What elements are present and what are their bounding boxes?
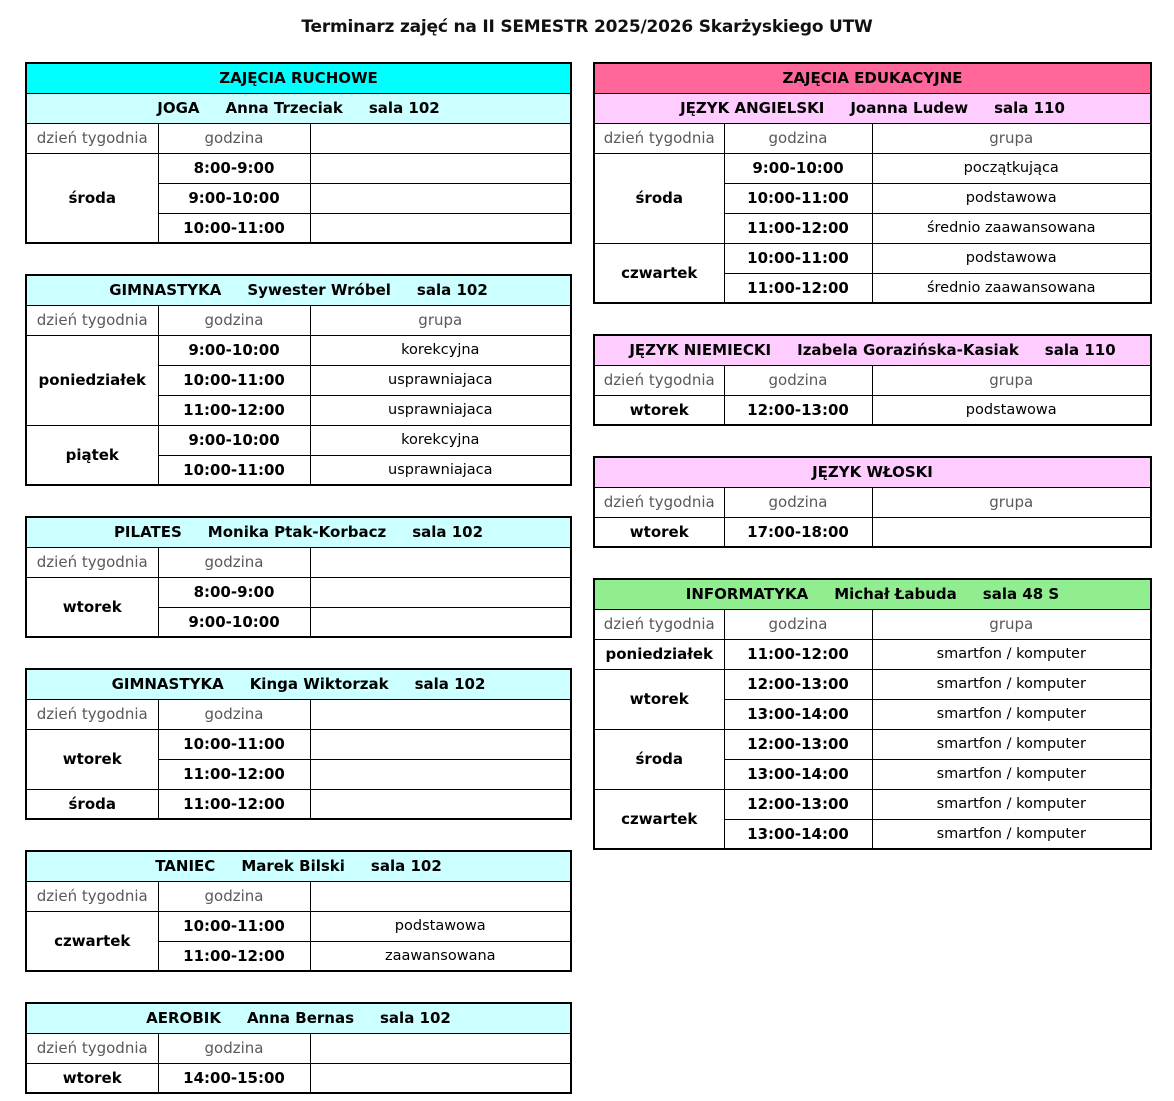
time-cell: 17:00-18:00 [724, 517, 872, 547]
time-cell: 10:00-11:00 [724, 243, 872, 273]
group-cell [310, 607, 571, 637]
time-cell: 14:00-15:00 [158, 1063, 310, 1093]
time-cell: 9:00-10:00 [158, 183, 310, 213]
activity-name: JĘZYK ANGIELSKI [680, 99, 825, 117]
schedule-table-taniec-4 [25, 850, 572, 972]
group-cell: podstawowa [872, 183, 1151, 213]
table-title [594, 457, 1151, 487]
day-cell: wtorek [594, 669, 724, 729]
teacher-name: Anna Bernas [246, 1009, 354, 1028]
group-cell: smartfon / komputer [872, 699, 1151, 729]
room-label: sala 102 [412, 523, 484, 542]
table-title [26, 851, 571, 881]
time-cell: 13:00-14:00 [724, 819, 872, 849]
column-header-day: dzień tygodnia [594, 487, 724, 517]
group-cell [310, 183, 571, 213]
group-cell: smartfon / komputer [872, 759, 1151, 789]
column-zajecia-ruchowe [25, 62, 570, 1101]
column-header-group: grupa [872, 365, 1151, 395]
group-cell: zaawansowana [310, 941, 571, 971]
column-header-day: dzień tygodnia [26, 547, 158, 577]
day-cell: wtorek [594, 517, 724, 547]
column-header-day: dzień tygodnia [594, 365, 724, 395]
schedule-table-gimnastyka-3 [25, 668, 572, 820]
group-cell: smartfon / komputer [872, 819, 1151, 849]
room-label: sala 102 [368, 99, 440, 117]
section-header: ZAJĘCIA EDUKACYJNE [594, 63, 1151, 93]
group-cell: średnio zaawansowana [872, 213, 1151, 243]
group-cell: podstawowa [872, 243, 1151, 273]
table-title [26, 669, 571, 699]
time-cell: 9:00-10:00 [158, 607, 310, 637]
teacher-name: Michał Łabuda [834, 585, 957, 604]
teacher-name: Monika Ptak-Korbacz [207, 523, 387, 542]
column-header-time: godzina [158, 547, 310, 577]
time-cell: 10:00-11:00 [158, 911, 310, 941]
column-header-group [310, 123, 571, 153]
group-cell [310, 759, 571, 789]
column-header-group [310, 547, 571, 577]
activity-name: JOGA [157, 99, 200, 117]
time-cell: 11:00-12:00 [724, 639, 872, 669]
table-title [26, 1003, 571, 1033]
schedule-table-aerobik-5 [25, 1002, 572, 1094]
day-cell: poniedziałek [594, 639, 724, 669]
activity-name: TANIEC [155, 857, 216, 876]
activity-name: JĘZYK NIEMIECKI [629, 341, 772, 360]
column-header-group: grupa [310, 305, 571, 335]
column-header-day: dzień tygodnia [26, 305, 158, 335]
group-cell: usprawniajaca [310, 395, 571, 425]
table-title [26, 517, 571, 547]
room-label: sala 110 [994, 99, 1065, 117]
column-header-time: godzina [158, 699, 310, 729]
room-label: sala 102 [370, 857, 442, 876]
room-label: sala 102 [380, 1009, 451, 1028]
group-cell: usprawniajaca [310, 455, 571, 485]
day-cell: środa [594, 153, 724, 243]
teacher-name: Anna Trzeciak [225, 99, 343, 117]
column-header-day: dzień tygodnia [26, 699, 158, 729]
table-title [594, 579, 1151, 609]
schedule-table-informatyka-3 [593, 578, 1152, 850]
column-header-time: godzina [158, 881, 310, 911]
column-header-group: grupa [872, 609, 1151, 639]
section-header: ZAJĘCIA RUCHOWE [26, 63, 571, 93]
group-cell: smartfon / komputer [872, 789, 1151, 819]
time-cell: 11:00-12:00 [158, 759, 310, 789]
group-cell: smartfon / komputer [872, 639, 1151, 669]
group-cell: smartfon / komputer [872, 669, 1151, 699]
time-cell: 11:00-12:00 [724, 273, 872, 303]
table-title [26, 275, 571, 305]
day-cell: środa [594, 729, 724, 789]
time-cell: 12:00-13:00 [724, 669, 872, 699]
room-label: sala 102 [414, 675, 486, 694]
table-title [594, 93, 1151, 123]
teacher-name: Joanna Ludew [850, 99, 969, 117]
group-cell: podstawowa [872, 395, 1151, 425]
time-cell: 10:00-11:00 [158, 213, 310, 243]
table-title [26, 93, 571, 123]
room-label: sala 102 [416, 281, 488, 300]
group-cell [872, 517, 1151, 547]
group-cell [310, 213, 571, 243]
day-cell: wtorek [26, 577, 158, 637]
time-cell: 12:00-13:00 [724, 729, 872, 759]
group-cell: średnio zaawansowana [872, 273, 1151, 303]
time-cell: 11:00-12:00 [158, 395, 310, 425]
group-cell [310, 729, 571, 759]
time-cell: 11:00-12:00 [724, 213, 872, 243]
time-cell: 8:00-9:00 [158, 577, 310, 607]
time-cell: 12:00-13:00 [724, 395, 872, 425]
day-cell: piątek [26, 425, 158, 485]
group-cell: podstawowa [310, 911, 571, 941]
group-cell: początkująca [872, 153, 1151, 183]
teacher-name: Marek Bilski [241, 857, 345, 876]
day-cell: wtorek [26, 729, 158, 789]
column-header-time: godzina [724, 365, 872, 395]
column-header-time: godzina [158, 1033, 310, 1063]
activity-name: GIMNASTYKA [111, 675, 224, 694]
time-cell: 10:00-11:00 [158, 455, 310, 485]
day-cell: środa [26, 153, 158, 243]
schedule-table-pilates-2 [25, 516, 572, 638]
time-cell: 9:00-10:00 [158, 425, 310, 455]
activity-name: GIMNASTYKA [109, 281, 222, 300]
column-header-group: grupa [872, 487, 1151, 517]
group-cell: smartfon / komputer [872, 729, 1151, 759]
time-cell: 10:00-11:00 [724, 183, 872, 213]
activity-name: JĘZYK WŁOSKI [812, 463, 933, 482]
day-cell: czwartek [26, 911, 158, 971]
column-header-time: godzina [724, 487, 872, 517]
group-cell [310, 789, 571, 819]
day-cell: czwartek [594, 789, 724, 849]
day-cell: wtorek [594, 395, 724, 425]
teacher-name: Izabela Gorazińska-Kasiak [797, 341, 1019, 360]
time-cell: 8:00-9:00 [158, 153, 310, 183]
group-cell [310, 577, 571, 607]
day-cell: poniedziałek [26, 335, 158, 425]
teacher-name: Sywester Wróbel [247, 281, 391, 300]
column-header-time: godzina [724, 123, 872, 153]
group-cell [310, 153, 571, 183]
column-header-group [310, 1033, 571, 1063]
table-title [594, 335, 1151, 365]
schedule-table-j-zyk-angielski-0 [593, 62, 1152, 304]
column-header-day: dzień tygodnia [26, 123, 158, 153]
time-cell: 10:00-11:00 [158, 365, 310, 395]
teacher-name: Kinga Wiktorzak [249, 675, 389, 694]
column-header-day: dzień tygodnia [26, 1033, 158, 1063]
column-header-time: godzina [158, 123, 310, 153]
column-header-time: godzina [158, 305, 310, 335]
time-cell: 9:00-10:00 [158, 335, 310, 365]
group-cell: usprawniajaca [310, 365, 571, 395]
day-cell: wtorek [26, 1063, 158, 1093]
group-cell: korekcyjna [310, 335, 571, 365]
day-cell: czwartek [594, 243, 724, 303]
time-cell: 11:00-12:00 [158, 941, 310, 971]
room-label: sala 48 S [982, 585, 1060, 604]
column-header-day: dzień tygodnia [26, 881, 158, 911]
time-cell: 13:00-14:00 [724, 759, 872, 789]
schedule-table-j-zyk-niemiecki-1 [593, 334, 1152, 426]
schedule-table-gimnastyka-1 [25, 274, 572, 486]
day-cell: środa [26, 789, 158, 819]
activity-name: INFORMATYKA [685, 585, 809, 604]
column-header-day: dzień tygodnia [594, 123, 724, 153]
time-cell: 13:00-14:00 [724, 699, 872, 729]
column-header-group: grupa [872, 123, 1151, 153]
room-label: sala 110 [1044, 341, 1116, 360]
group-cell: korekcyjna [310, 425, 571, 455]
schedule-table-joga-0 [25, 62, 572, 244]
time-cell: 12:00-13:00 [724, 789, 872, 819]
group-cell [310, 1063, 571, 1093]
column-header-time: godzina [724, 609, 872, 639]
time-cell: 10:00-11:00 [158, 729, 310, 759]
activity-name: AEROBIK [146, 1009, 221, 1028]
schedule-table-j-zyk-w-oski-2 [593, 456, 1152, 548]
column-header-group [310, 699, 571, 729]
column-header-day: dzień tygodnia [594, 609, 724, 639]
activity-name: PILATES [113, 523, 182, 542]
time-cell: 9:00-10:00 [724, 153, 872, 183]
column-header-group [310, 881, 571, 911]
time-cell: 11:00-12:00 [158, 789, 310, 819]
column-zajecia-edukacyjne [593, 62, 1150, 880]
page-title: Terminarz zajęć na II SEMESTR 2025/2026 Skarżyskiego UTW [301, 17, 873, 37]
